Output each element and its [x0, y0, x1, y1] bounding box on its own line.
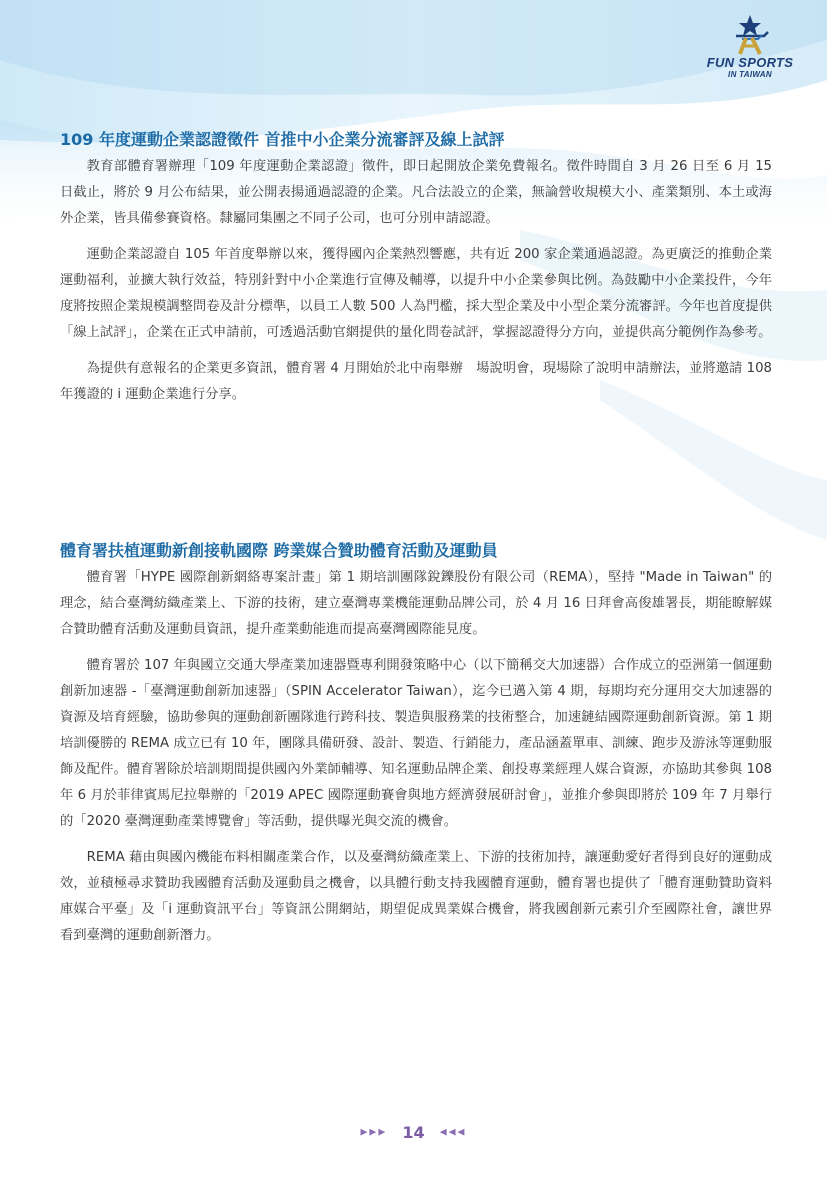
left-arrows-icon: ▶▶▶ — [360, 1127, 388, 1138]
article-title: 109 年度運動企業認證徵件 首推中小企業分流審評及線上試評 — [60, 130, 505, 149]
article-title: 體育署扶植運動新創接軌國際 跨業媒合贊助體育活動及運動員 — [60, 541, 498, 560]
fun-sports-logo — [700, 12, 800, 92]
page-footer — [0, 1122, 827, 1142]
article-corporate-certification — [60, 129, 772, 408]
article-paragraph: 教育部體育署辦理「109 年度運動企業認證」徵件，即日起開放企業免費報名。徵件時間自 3 月 26 日至 6 月 15 日截止，將於 9 月公布結果，並公開表揚通過認證的企業。凡合法設立的企業，無論營收規模大小、產業類別、本土或海外企業，皆具備參賽資格。隸屬同集團之不同子公司，也可分別申請認證。 — [60, 159, 772, 226]
article-paragraph: REMA 藉由與國內機能布料相關產業合作，以及臺灣紡織產業上、下游的技術加持，讓運動愛好者得到良好的運動成效，並積極尋求贊助我國體育活動及運動員之機會，以具體行動支持我國體育運動，體育署也提供了「體育運動贊助資料庫媒合平臺」及「i 運動資訊平台」等資訊公開網站，期望促成異業媒合機會，將我國創新元素引介至國際社會，讓世界看到臺灣的運動創新潛力。 — [60, 850, 772, 943]
logo-subtitle: IN TAIWAN — [728, 70, 772, 79]
running-figure-icon — [728, 12, 772, 56]
article-paragraph: 體育署於 107 年與國立交通大學產業加速器暨專利開發策略中心（以下簡稱交大加速器）合作成立的亞洲第一個運動創新加速器 -「臺灣運動創新加速器」（SPIN Accelerator Taiwan），迄今已邁入第 4 期，每期均充分運用交大加速器的資源及培育經驗，協助參與的運動創新團隊進行跨科技、製造與服務業的技術整合，加速鏈結國際運動創新資源。第 1 期培訓優勝的 REMA 成立已有 10 年，團隊具備研發、設計、製造、行銷能力，產品涵蓋單車、訓練、跑步及游泳等運動服飾及配件。體育署除於培訓期間提供國內外業師輔導、知名運動品牌企業、創投專業經理人媒合資源，亦協助其參與 108 年 6 月於菲律賓馬尼拉舉辦的「2019 APEC 國際運動賽會與地方經濟發展研討會」，並推介參與即將於 109 年 7 月舉行的「2020 臺灣運動產業博覽會」等活動，提供曝光與交流的機會。 — [60, 658, 772, 829]
article-paragraph: 為提供有意報名的企業更多資訊，體育署 4 月開始於北中南舉辦 場說明會，現場除了說明申請辦法，並將邀請 108 年獲證的 i 運動企業進行分享。 — [60, 361, 772, 402]
article-sports-innovation — [60, 540, 772, 949]
article-paragraph: 體育署「HYPE 國際創新網絡專案計畫」第 1 期培訓團隊銳鑠股份有限公司（REMA），堅持 "Made in Taiwan" 的理念，結合臺灣紡織產業上、下游的技術，建立臺灣專業機能運動品牌公司，於 4 月 16 日拜會高俊雄署長，期能瞭解媒合贊助體育活動及運動員資訊，提升產業動能進而提高臺灣國際能見度。 — [60, 570, 772, 637]
article-paragraph: 運動企業認證自 105 年首度舉辦以來，獲得國內企業熱烈響應，共有近 200 家企業通過認證。為更廣泛的推動企業運動福利，並擴大執行效益，特別針對中小企業進行宣傳及輔導，以提升中小企業參與比例。為鼓勵中小企業投件，今年度將按照企業規模調整問卷及計分標準，以員工人數 500 人為門檻，採大型企業及中小型企業分流審評。今年也首度提供「線上試評」，企業在正式申請前，可透過活動官網提供的量化問卷試評，掌握認證得分方向，並提供高分範例作為參考。 — [60, 247, 772, 340]
page-number: 14 — [402, 1123, 425, 1142]
logo-title: FUN SPORTS — [706, 55, 794, 70]
right-arrows-icon: ◀◀◀ — [439, 1127, 467, 1138]
